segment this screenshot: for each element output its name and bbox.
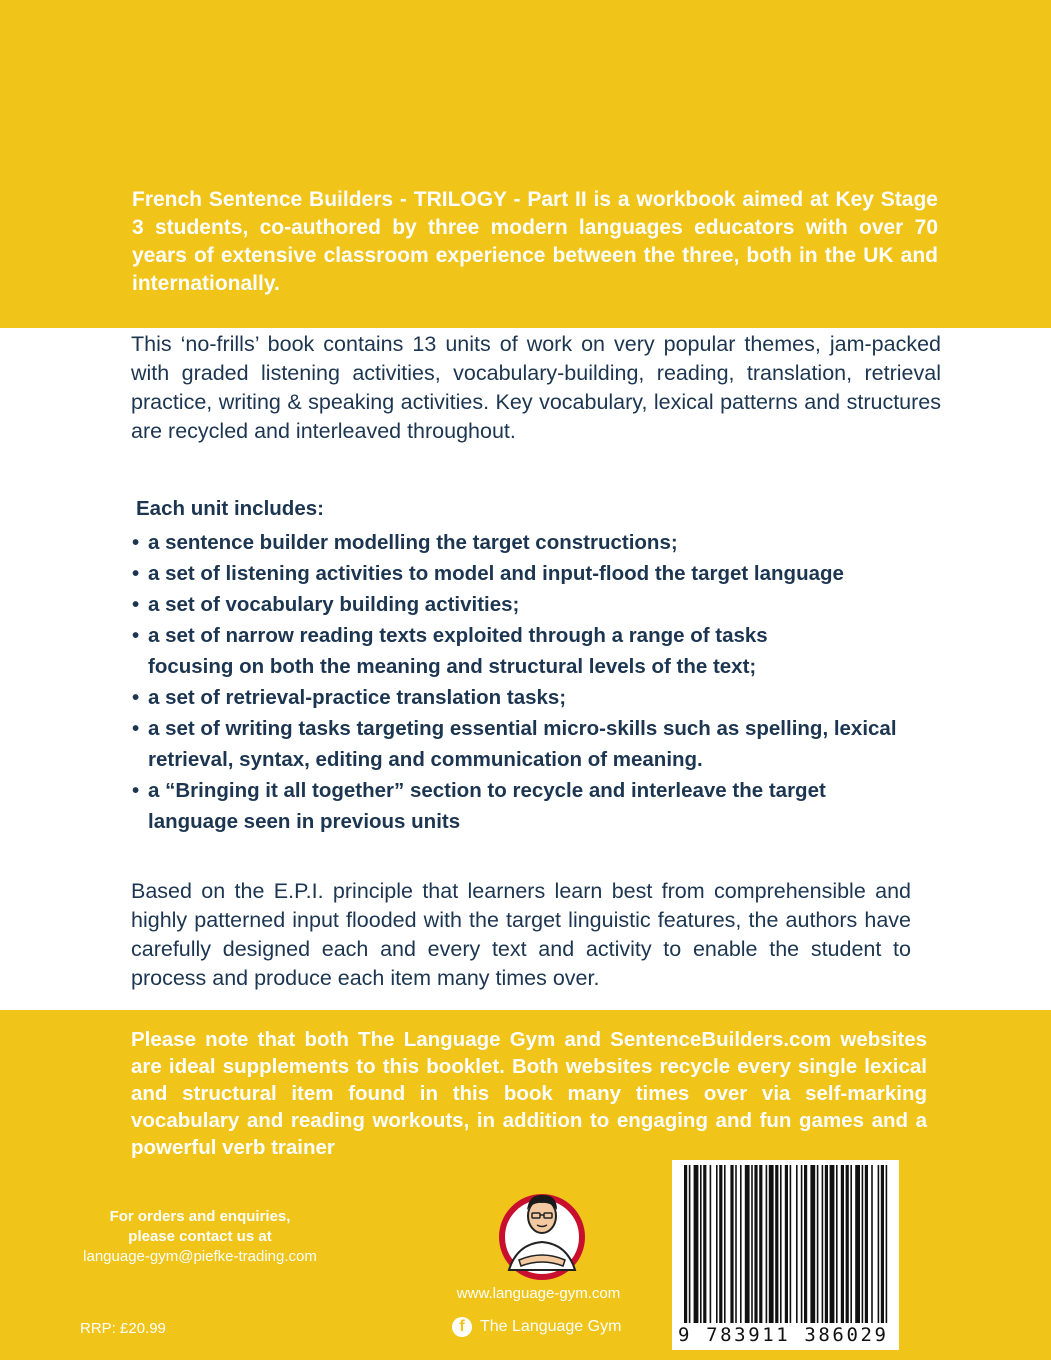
epi-paragraph: Based on the E.P.I. principle that learners learn best from comprehensible and highly patterned input flooded with the target linguistic features, the authors have carefully designed each and every text and activity to enable the student to process and produce each item many times over. — [131, 879, 911, 990]
units-list — [132, 527, 932, 837]
barcode-bar — [766, 1165, 768, 1323]
barcode-bar — [790, 1165, 792, 1323]
list-item: • a “Bringing it all together” section to recycle and interleave the target language seen in previous units — [132, 775, 908, 837]
facebook-link[interactable] — [452, 1315, 621, 1339]
barcode-bar — [846, 1165, 849, 1323]
barcode-bar — [881, 1165, 884, 1323]
isbn-number: 9 783911 386029 — [678, 1324, 889, 1346]
barcode-bar — [825, 1165, 828, 1323]
barcode-bar — [775, 1165, 778, 1323]
isbn-barcode — [672, 1160, 899, 1350]
barcode-bar — [822, 1165, 824, 1323]
barcode-bar — [865, 1165, 868, 1323]
barcode-bar — [730, 1165, 733, 1323]
barcode-bar — [759, 1165, 762, 1323]
barcode-bar — [754, 1165, 757, 1323]
barcode-bar — [862, 1165, 864, 1323]
barcode-bar — [716, 1165, 718, 1323]
barcode-bar — [804, 1165, 807, 1323]
facebook-label: The Language Gym — [480, 1318, 622, 1335]
barcode-bar — [871, 1165, 873, 1323]
price-label: RRP: £20.99 — [80, 1320, 166, 1337]
barcode-bar — [703, 1165, 706, 1323]
bullet-icon: • — [132, 686, 140, 709]
barcode-bar — [689, 1165, 691, 1323]
language-gym-mascot-logo — [497, 1182, 587, 1282]
barcode-bar — [740, 1165, 742, 1323]
barcode-bars — [676, 1165, 895, 1323]
bullet-icon: • — [132, 562, 140, 585]
description-paragraph: This ‘no-frills’ book contains 13 units of work on very popular themes, jam-packed with graded listening activities, vocabulary-building, reading, translation, retrieval practice, writing & speaking activities. Key vocabulary, lexical patterns and structures are recycled and interleaved throughout. — [131, 332, 941, 443]
bullet-icon: • — [132, 624, 140, 647]
barcode-bar — [801, 1165, 803, 1323]
barcode-bar — [878, 1165, 880, 1323]
websites-note: Please note that both The Language Gym and SentenceBuilders.com websites are ideal supplements to this booklet. Both websites recycle every single lexical and structural item found in this book many times over via self-marking vocabulary and reading workouts, in addition to engaging and fun games and a powerful verb trainer — [131, 1028, 927, 1159]
barcode-bar — [785, 1165, 788, 1323]
list-item: • a sentence builder modelling the target constructions; — [132, 527, 932, 558]
barcode-bar — [841, 1165, 844, 1323]
barcode-bar — [855, 1165, 860, 1323]
barcode-bar — [836, 1165, 838, 1323]
website-url[interactable]: www.language-gym.com — [456, 1285, 621, 1302]
contact-email[interactable]: language-gym@piefke-trading.com — [83, 1248, 317, 1265]
barcode-bar — [700, 1165, 702, 1323]
barcode-bar — [810, 1165, 815, 1323]
barcode-bar — [796, 1165, 798, 1323]
list-item: • a set of retrieval-practice translation tasks; — [132, 682, 932, 713]
bullet-icon: • — [132, 779, 140, 802]
list-item: • a set of vocabulary building activities; — [132, 589, 932, 620]
barcode-bar — [735, 1165, 737, 1323]
list-item: • a set of narrow reading texts exploited through a range of tasks focusing on both the meaning and structural levels of the text; — [132, 620, 848, 682]
barcode-bar — [751, 1165, 753, 1323]
barcode-bar — [850, 1165, 852, 1323]
barcode-bar — [724, 1165, 726, 1323]
barcode-bar — [886, 1165, 888, 1323]
barcode-bar — [694, 1165, 699, 1323]
barcode-bar — [719, 1165, 722, 1323]
contact-line-1: For orders and enquiries, — [109, 1208, 291, 1225]
bullet-icon: • — [132, 717, 140, 740]
barcode-bar — [830, 1165, 835, 1323]
contact-block — [60, 1207, 340, 1267]
barcode-bar — [710, 1165, 712, 1323]
units-heading: Each unit includes: — [136, 497, 324, 520]
barcode-bar — [769, 1165, 774, 1323]
bullet-icon: • — [132, 531, 140, 554]
barcode-bar — [745, 1165, 750, 1323]
contact-line-2: please contact us at — [128, 1228, 272, 1245]
list-item: • a set of listening activities to model and input-flood the target language — [132, 558, 932, 589]
list-item: • a set of writing tasks targeting essential micro-skills such as spelling, lexical retrieval, syntax, editing and communication of meaning. — [132, 713, 908, 775]
barcode-bar — [817, 1165, 819, 1323]
intro-text: French Sentence Builders - TRILOGY - Part II is a workbook aimed at Key Stage 3 students, co-authored by three modern languages educators with over 70 years of extensive classroom experience between the three, both in the UK and internationally. — [132, 188, 938, 295]
bullet-icon: • — [132, 593, 140, 616]
barcode-bar — [684, 1165, 687, 1323]
facebook-icon: f — [452, 1317, 472, 1337]
barcode-bar — [780, 1165, 782, 1323]
